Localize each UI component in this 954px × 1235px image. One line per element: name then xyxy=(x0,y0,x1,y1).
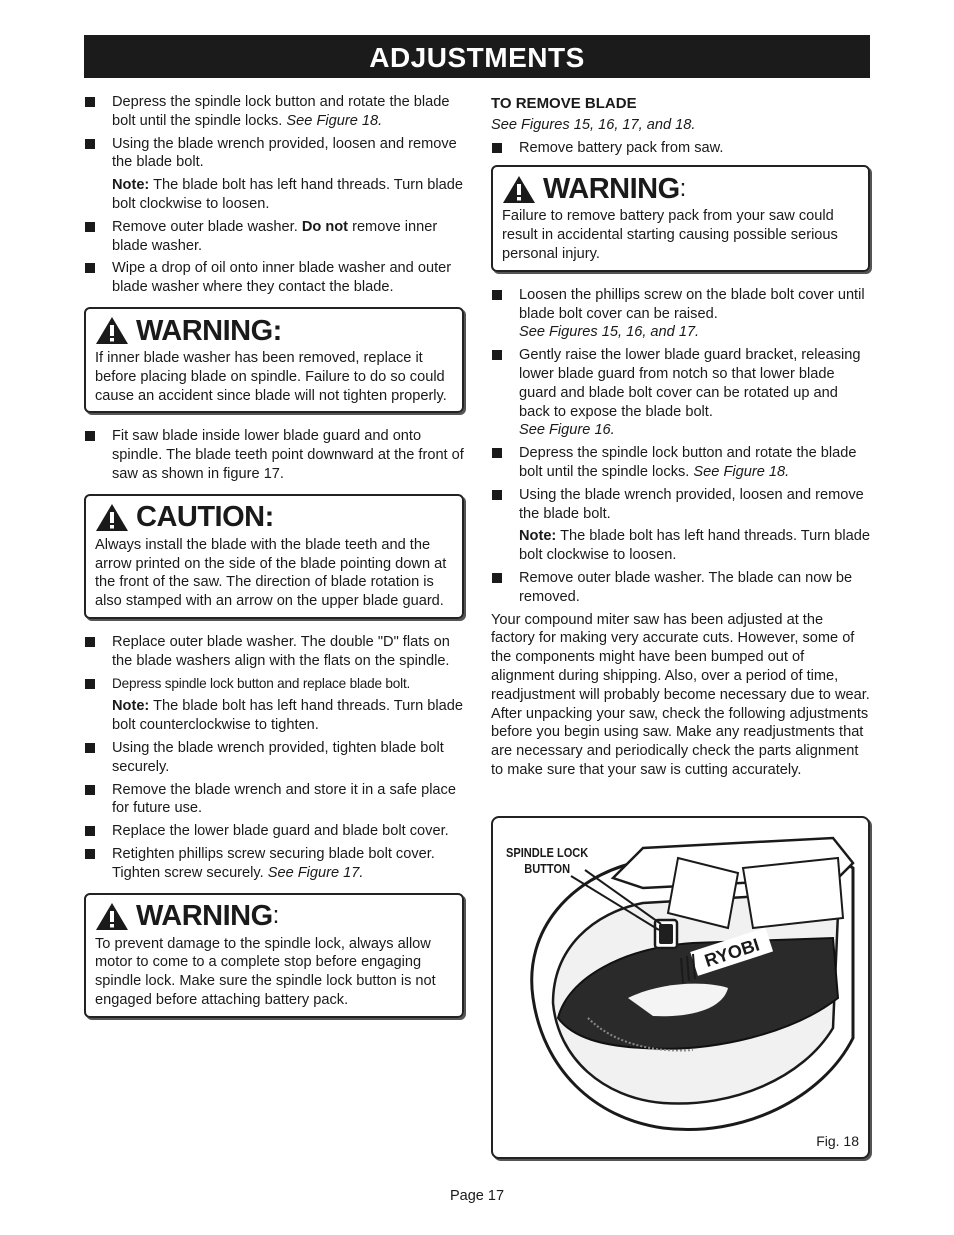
page-title: ADJUSTMENTS xyxy=(84,35,870,78)
note: Note: The blade bolt has left hand threads. Turn blade bolt clockwise to loosen. xyxy=(519,528,871,564)
warning-triangle-icon xyxy=(95,316,129,345)
right-column xyxy=(491,95,870,784)
note: Note: The blade bolt has left hand threads. Turn blade bolt counterclockwise to tighten. xyxy=(112,698,464,734)
caution-heading: CAUTION: xyxy=(136,501,274,534)
caution-box xyxy=(84,494,464,619)
section-heading: TO REMOVE BLADE xyxy=(491,95,637,112)
list-item: Remove outer blade washer. Do not remove inner blade washer. xyxy=(84,218,464,256)
list-item: Using the blade wrench provided, loosen and remove the blade bolt. xyxy=(84,135,464,173)
figure-caption: Fig. 18 xyxy=(816,1133,859,1149)
note: Note: The blade bolt has left hand threads. Turn blade bolt clockwise to loosen. xyxy=(112,177,464,212)
brand-logo: RYOBI xyxy=(702,934,762,971)
warning-heading: WARNING: xyxy=(136,314,282,347)
list-item: Fit saw blade inside lower blade guard and onto spindle. The blade teeth point downward at the front of saw as shown in figure 17. xyxy=(84,427,464,483)
list-item: Using the blade wrench provided, loosen and remove the blade bolt. xyxy=(491,486,870,524)
list-item: Replace the lower blade guard and blade bolt cover. xyxy=(84,822,464,841)
warning-box: WARNING : Failure to remove battery pack from your saw could result in accidental starting causing possible serious personal injury. xyxy=(491,165,870,271)
warning-box xyxy=(84,307,464,413)
list-item: Loosen the phillips screw on the blade bolt cover until blade bolt cover can be raised. See Figures 15, 16, and 17. xyxy=(491,286,870,342)
warning-box: WARNING : To prevent damage to the spindle lock, always allow motor to come to a complete stop before engaging spindle lock. Make sure the spindle lock button is not engaged before attaching battery pack. xyxy=(84,893,464,1018)
warning-triangle-icon xyxy=(502,175,536,204)
figure-18 xyxy=(491,816,870,1159)
page-number: Page 17 xyxy=(449,1188,505,1204)
caution-text: Always install the blade with the blade teeth and the arrow printed on the side of the blade pointing down at the front of the saw. The direction of blade rotation is also stamped with an arrow on the upper blade guard. xyxy=(95,536,447,610)
section-reference: See Figures 15, 16, 17, and 18. xyxy=(491,116,696,133)
body-paragraph: Your compound miter saw has been adjusted at the factory for making very accurate cuts. However, some of the components might have been bumped out of alignment during shipping. Also, over a period of time, readjustment will probably become necessary due to wear. After unpacking your saw, check the following adjustments before you begin using saw. Make any readjustments that are necessary and periodically check the parts alignment to make sure that your saw is cutting accurately. xyxy=(491,611,870,778)
warning-heading: WARNING xyxy=(543,172,680,205)
list-item: Using the blade wrench provided, tighten blade bolt securely. xyxy=(84,739,464,777)
list-item: Remove outer blade washer. The blade can now be removed. xyxy=(491,569,870,607)
warning-text: To prevent damage to the spindle lock, always allow motor to come to a complete stop before engaging spindle lock. Make sure the spindle lock button is not engaged before attaching battery pack. xyxy=(95,935,436,1008)
left-column xyxy=(84,93,464,1032)
list-item: Remove the blade wrench and store it in a safe place for future use. xyxy=(84,781,464,819)
warning-triangle-icon xyxy=(95,902,129,931)
list-item: Gently raise the lower blade guard bracket, releasing lower blade guard from notch so that lower blade guard and blade bolt cover can be rotated up and back to expose the blade bolt. See Figure 16. xyxy=(491,346,870,440)
warning-text: Failure to remove battery pack from your saw could result in accidental starting causing possible serious personal injury. xyxy=(502,208,838,262)
list-item: Wipe a drop of oil onto inner blade washer and outer blade washer where they contact the blade. xyxy=(84,259,464,297)
warning-text: If inner blade washer has been removed, replace it before placing blade on spindle. Failure to do so could cause an accident since blade will not tighten properly. xyxy=(95,349,447,404)
list-item: Depress the spindle lock button and rotate the blade bolt until the spindle locks. See Figure 18. xyxy=(491,444,870,482)
warning-triangle-icon xyxy=(95,503,129,532)
list-item: Depress spindle lock button and replace blade bolt. xyxy=(84,675,464,694)
warning-heading: WARNING xyxy=(136,900,273,933)
list-item: Replace outer blade washer. The double "D" flats on the blade washers align with the flats on the spindle. xyxy=(84,633,464,671)
list-item: Depress the spindle lock button and rotate the blade bolt until the spindle locks. See Figure 18. xyxy=(84,93,464,131)
list-item: Remove battery pack from saw. xyxy=(491,139,870,158)
figure-callout-label: SPINDLE LOCK BUTTON xyxy=(506,845,589,876)
list-item: Retighten phillips screw securing blade bolt cover. Tighten screw securely. See Figure 17. xyxy=(84,845,464,883)
